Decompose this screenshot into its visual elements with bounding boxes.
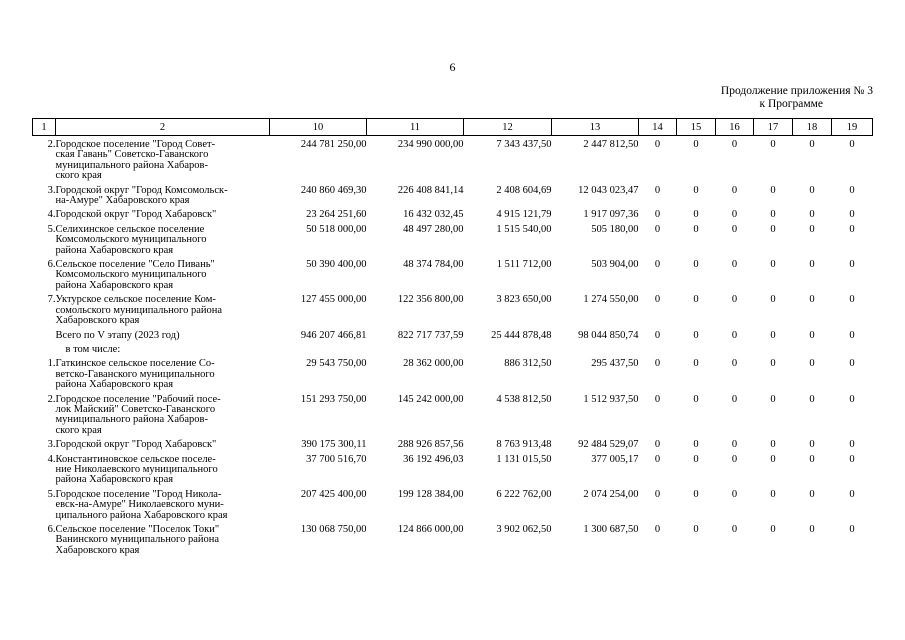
table-row — [33, 210, 873, 220]
value-col-15: 0 — [693, 488, 699, 500]
value-col-16 — [716, 345, 754, 355]
value-col-15: 0 — [693, 184, 699, 196]
value-col-16: 0 — [731, 453, 738, 465]
col-header-18: 18 — [793, 119, 832, 136]
value-col-18: 0 — [809, 393, 815, 405]
annex-line-1: Продолжение приложения № 3 — [720, 85, 873, 97]
value-col-17: 0 — [770, 294, 776, 306]
value-col-12: 8 763 913,48 — [496, 439, 552, 451]
value-col-12 — [464, 345, 552, 355]
value-col-14: 0 — [654, 453, 661, 465]
value-col-15: 0 — [693, 223, 699, 235]
value-col-11: 145 242 000,00 — [397, 393, 464, 405]
value-col-11 — [367, 345, 464, 355]
row-name: Константиновское сельское поселе- ние Николаевского муниципального района Хабаровского края — [55, 453, 218, 486]
value-col-11: 36 192 496,03 — [403, 453, 464, 465]
value-col-11: 822 717 737,59 — [397, 329, 464, 341]
value-col-18: 0 — [809, 439, 815, 451]
value-col-10 — [270, 345, 367, 355]
value-col-10: 207 425 400,00 — [300, 488, 367, 500]
value-col-14: 0 — [654, 139, 661, 150]
col-header-16: 16 — [716, 119, 754, 136]
row-number: 5. — [47, 223, 56, 235]
value-col-16: 0 — [731, 223, 738, 235]
value-col-10: 946 207 466,81 — [300, 329, 367, 341]
value-col-17 — [754, 345, 793, 355]
value-col-15: 0 — [693, 209, 699, 221]
value-col-18: 0 — [809, 524, 815, 535]
row-name: Городской округ "Город Хабаровск" — [55, 209, 217, 221]
value-col-18: 0 — [809, 139, 815, 150]
col-header-1: 1 — [33, 119, 56, 136]
value-col-10: 127 455 000,00 — [300, 294, 367, 306]
row-name: Селихинское сельское поселение Комсомольского муниципального района Хабаровского края — [55, 223, 207, 256]
value-col-14: 0 — [654, 259, 661, 271]
value-col-12: 25 444 878,48 — [491, 329, 552, 341]
value-col-13: 1 917 097,36 — [583, 209, 639, 221]
value-col-14 — [639, 345, 677, 355]
row-spacer-cell — [33, 556, 873, 560]
row-number: 6. — [47, 524, 56, 535]
row-number: 7. — [47, 294, 56, 306]
value-col-16: 0 — [731, 294, 738, 306]
value-col-17: 0 — [770, 259, 776, 271]
value-col-15: 0 — [693, 439, 699, 451]
row-number: 5. — [47, 488, 56, 500]
table-row — [33, 260, 873, 291]
table-row — [33, 136, 873, 182]
value-col-17: 0 — [770, 329, 776, 341]
table-row — [33, 186, 873, 207]
value-col-17: 0 — [770, 524, 776, 535]
value-col-15: 0 — [693, 294, 699, 306]
col-header-15: 15 — [677, 119, 716, 136]
value-col-17: 0 — [770, 209, 776, 221]
col-header-13: 13 — [552, 119, 639, 136]
value-col-11: 124 866 000,00 — [397, 524, 464, 535]
col-header-2: 2 — [56, 119, 270, 136]
value-col-15: 0 — [693, 329, 699, 341]
value-col-17: 0 — [770, 453, 776, 465]
value-col-14: 0 — [654, 223, 661, 235]
row-name: Городское поселение "Город Совет- ская Гавань" Советско-Гаванского муниципального района Хабаров- ского края — [55, 139, 216, 182]
value-col-17: 0 — [770, 439, 776, 451]
value-col-16: 0 — [731, 184, 738, 196]
value-col-16: 0 — [731, 259, 738, 271]
value-col-13: 503 904,00 — [591, 259, 639, 271]
value-col-18: 0 — [809, 488, 815, 500]
row-number: 3. — [47, 439, 56, 451]
value-col-19: 0 — [849, 488, 855, 500]
page-number: 6 — [449, 60, 456, 74]
value-col-12: 886 312,50 — [504, 358, 552, 370]
value-col-17: 0 — [770, 223, 776, 235]
value-col-10: 240 860 469,30 — [300, 184, 367, 196]
value-col-12: 4 915 121,79 — [496, 209, 552, 221]
value-col-16: 0 — [731, 139, 738, 150]
value-col-11: 234 990 000,00 — [397, 139, 464, 150]
value-col-12: 1 131 015,50 — [496, 453, 552, 465]
value-col-18: 0 — [809, 358, 815, 370]
value-col-17: 0 — [770, 358, 776, 370]
value-col-16: 0 — [731, 488, 738, 500]
value-col-15: 0 — [693, 453, 699, 465]
value-col-11: 288 926 857,56 — [397, 439, 464, 451]
row-spacer — [33, 556, 873, 560]
value-col-19: 0 — [849, 453, 855, 465]
value-col-15: 0 — [693, 524, 699, 535]
value-col-11: 199 128 384,00 — [397, 488, 464, 500]
value-col-19: 0 — [849, 139, 855, 150]
value-col-19: 0 — [849, 358, 855, 370]
value-col-17: 0 — [770, 184, 776, 196]
value-col-10: 37 700 516,70 — [306, 453, 367, 465]
value-col-14: 0 — [654, 184, 661, 196]
value-col-19: 0 — [849, 259, 855, 271]
col-header-10: 10 — [270, 119, 367, 136]
annex-header — [721, 85, 873, 111]
value-col-10: 50 518 000,00 — [306, 223, 367, 235]
table-row — [33, 359, 873, 390]
value-col-10: 29 543 750,00 — [306, 358, 367, 370]
annex-line-2: к Программе — [759, 98, 823, 110]
value-col-13: 92 484 529,07 — [578, 439, 639, 451]
value-col-12: 1 515 540,00 — [496, 223, 552, 235]
value-col-19: 0 — [849, 524, 855, 535]
row-name: Городской округ "Город Хабаровск" — [55, 439, 217, 451]
row-name: Городское поселение "Рабочий посе- лок Майский" Советско-Гаванского муниципального района Хабаров- ского края — [55, 393, 221, 436]
value-col-12: 1 511 712,00 — [496, 259, 552, 271]
row-name: Сельское поселение "Село Пивань" Комсомольского муниципального района Хабаровского края — [55, 259, 215, 291]
row-name: Сельское поселение "Поселок Токи" Ванинского муниципального района Хабаровского края — [55, 524, 220, 556]
row-number: 1. — [47, 358, 56, 370]
row-name: в том числе: — [65, 343, 121, 355]
header-row — [33, 119, 873, 136]
value-col-14: 0 — [654, 358, 661, 370]
value-col-16: 0 — [731, 524, 738, 535]
row-name: Городское поселение "Город Никола- евск-на-Амуре" Николаевского муни- ципального района Хабаровского края — [55, 488, 228, 521]
value-col-12: 3 823 650,00 — [496, 294, 552, 306]
value-col-10: 244 781 250,00 — [300, 139, 367, 150]
row-name: Всего по V этапу (2023 год) — [55, 329, 180, 341]
table-row — [33, 525, 873, 556]
value-col-16: 0 — [731, 329, 738, 341]
value-col-15: 0 — [693, 358, 699, 370]
value-col-11: 16 432 032,45 — [403, 209, 464, 221]
value-col-18 — [793, 345, 832, 355]
value-col-12: 3 902 062,50 — [496, 524, 552, 535]
value-col-13: 377 005,17 — [591, 453, 639, 465]
row-number: 4. — [47, 453, 56, 465]
value-col-10: 23 264 251,60 — [306, 209, 367, 221]
table-body — [33, 136, 873, 561]
value-col-19: 0 — [849, 393, 855, 405]
value-col-18: 0 — [809, 223, 815, 235]
value-col-13: 2 447 812,50 — [583, 139, 639, 150]
value-col-13 — [552, 345, 639, 355]
value-col-14: 0 — [654, 294, 661, 306]
value-col-12: 2 408 604,69 — [496, 184, 552, 196]
col-header-14: 14 — [639, 119, 677, 136]
row-number: 2. — [47, 139, 56, 150]
table-row — [33, 490, 873, 521]
col-header-19: 19 — [832, 119, 873, 136]
table-row — [33, 331, 873, 341]
value-col-10: 50 390 400,00 — [306, 259, 367, 271]
table-row — [33, 225, 873, 256]
value-col-11: 48 497 280,00 — [403, 223, 464, 235]
value-col-15: 0 — [693, 259, 699, 271]
row-number — [33, 345, 56, 355]
value-col-13: 1 512 937,50 — [583, 393, 639, 405]
value-col-10: 130 068 750,00 — [300, 524, 367, 535]
value-col-18: 0 — [809, 259, 815, 271]
col-header-17: 17 — [754, 119, 793, 136]
row-number: 3. — [47, 184, 56, 196]
row-number: 2. — [47, 393, 56, 405]
value-col-16: 0 — [731, 358, 738, 370]
value-col-18: 0 — [809, 453, 815, 465]
value-col-18: 0 — [809, 209, 815, 221]
value-col-13: 505 180,00 — [591, 223, 639, 235]
table-row — [33, 345, 873, 355]
col-header-12: 12 — [464, 119, 552, 136]
value-col-13: 2 074 254,00 — [583, 488, 639, 500]
value-col-15: 0 — [693, 393, 699, 405]
table-row — [33, 455, 873, 486]
value-col-14: 0 — [654, 209, 661, 221]
value-col-19: 0 — [849, 294, 855, 306]
value-col-10: 151 293 750,00 — [300, 393, 367, 405]
row-name: Городской округ "Город Комсомольск- на-Амуре" Хабаровского края — [55, 184, 228, 207]
value-col-18: 0 — [809, 184, 815, 196]
col-header-11: 11 — [367, 119, 464, 136]
value-col-14: 0 — [654, 439, 661, 451]
value-col-13: 1 300 687,50 — [583, 524, 639, 535]
value-col-13: 295 437,50 — [591, 358, 639, 370]
value-col-16: 0 — [731, 439, 738, 451]
value-col-17: 0 — [770, 488, 776, 500]
table-row — [33, 440, 873, 450]
table-row — [33, 295, 873, 326]
value-col-17: 0 — [770, 393, 776, 405]
row-number — [33, 331, 56, 341]
row-name: Гаткинское сельское поселение Со- ветско-Гаванского муниципального района Хабаровского края — [55, 358, 215, 391]
value-col-19 — [832, 345, 873, 355]
value-col-11: 28 362 000,00 — [403, 358, 464, 370]
value-col-12: 4 538 812,50 — [496, 393, 552, 405]
row-number: 6. — [47, 259, 56, 271]
value-col-14: 0 — [654, 524, 661, 535]
value-col-18: 0 — [809, 294, 815, 306]
value-col-11: 226 408 841,14 — [397, 184, 464, 196]
value-col-13: 1 274 550,00 — [583, 294, 639, 306]
table-row — [33, 395, 873, 437]
value-col-15 — [677, 345, 716, 355]
value-col-19: 0 — [849, 329, 855, 341]
row-name: Уктурское сельское поселение Ком- сомольского муниципального района Хабаровского края — [55, 294, 223, 327]
value-col-14: 0 — [654, 329, 661, 341]
value-col-19: 0 — [849, 223, 855, 235]
program-table — [32, 118, 873, 560]
value-col-11: 122 356 800,00 — [397, 294, 464, 306]
value-col-16: 0 — [731, 209, 738, 221]
value-col-19: 0 — [849, 209, 855, 221]
value-col-12: 7 343 437,50 — [496, 139, 552, 150]
value-col-13: 12 043 023,47 — [578, 184, 639, 196]
value-col-15: 0 — [693, 139, 699, 150]
row-number: 4. — [47, 209, 56, 221]
value-col-13: 98 044 850,74 — [578, 329, 639, 341]
value-col-19: 0 — [849, 439, 855, 451]
value-col-17: 0 — [770, 139, 776, 150]
value-col-11: 48 374 784,00 — [403, 259, 464, 271]
value-col-19: 0 — [849, 184, 855, 196]
value-col-18: 0 — [809, 329, 815, 341]
value-col-14: 0 — [654, 488, 661, 500]
value-col-14: 0 — [654, 393, 661, 405]
value-col-10: 390 175 300,11 — [301, 439, 367, 451]
value-col-12: 6 222 762,00 — [496, 488, 552, 500]
value-col-16: 0 — [731, 393, 738, 405]
